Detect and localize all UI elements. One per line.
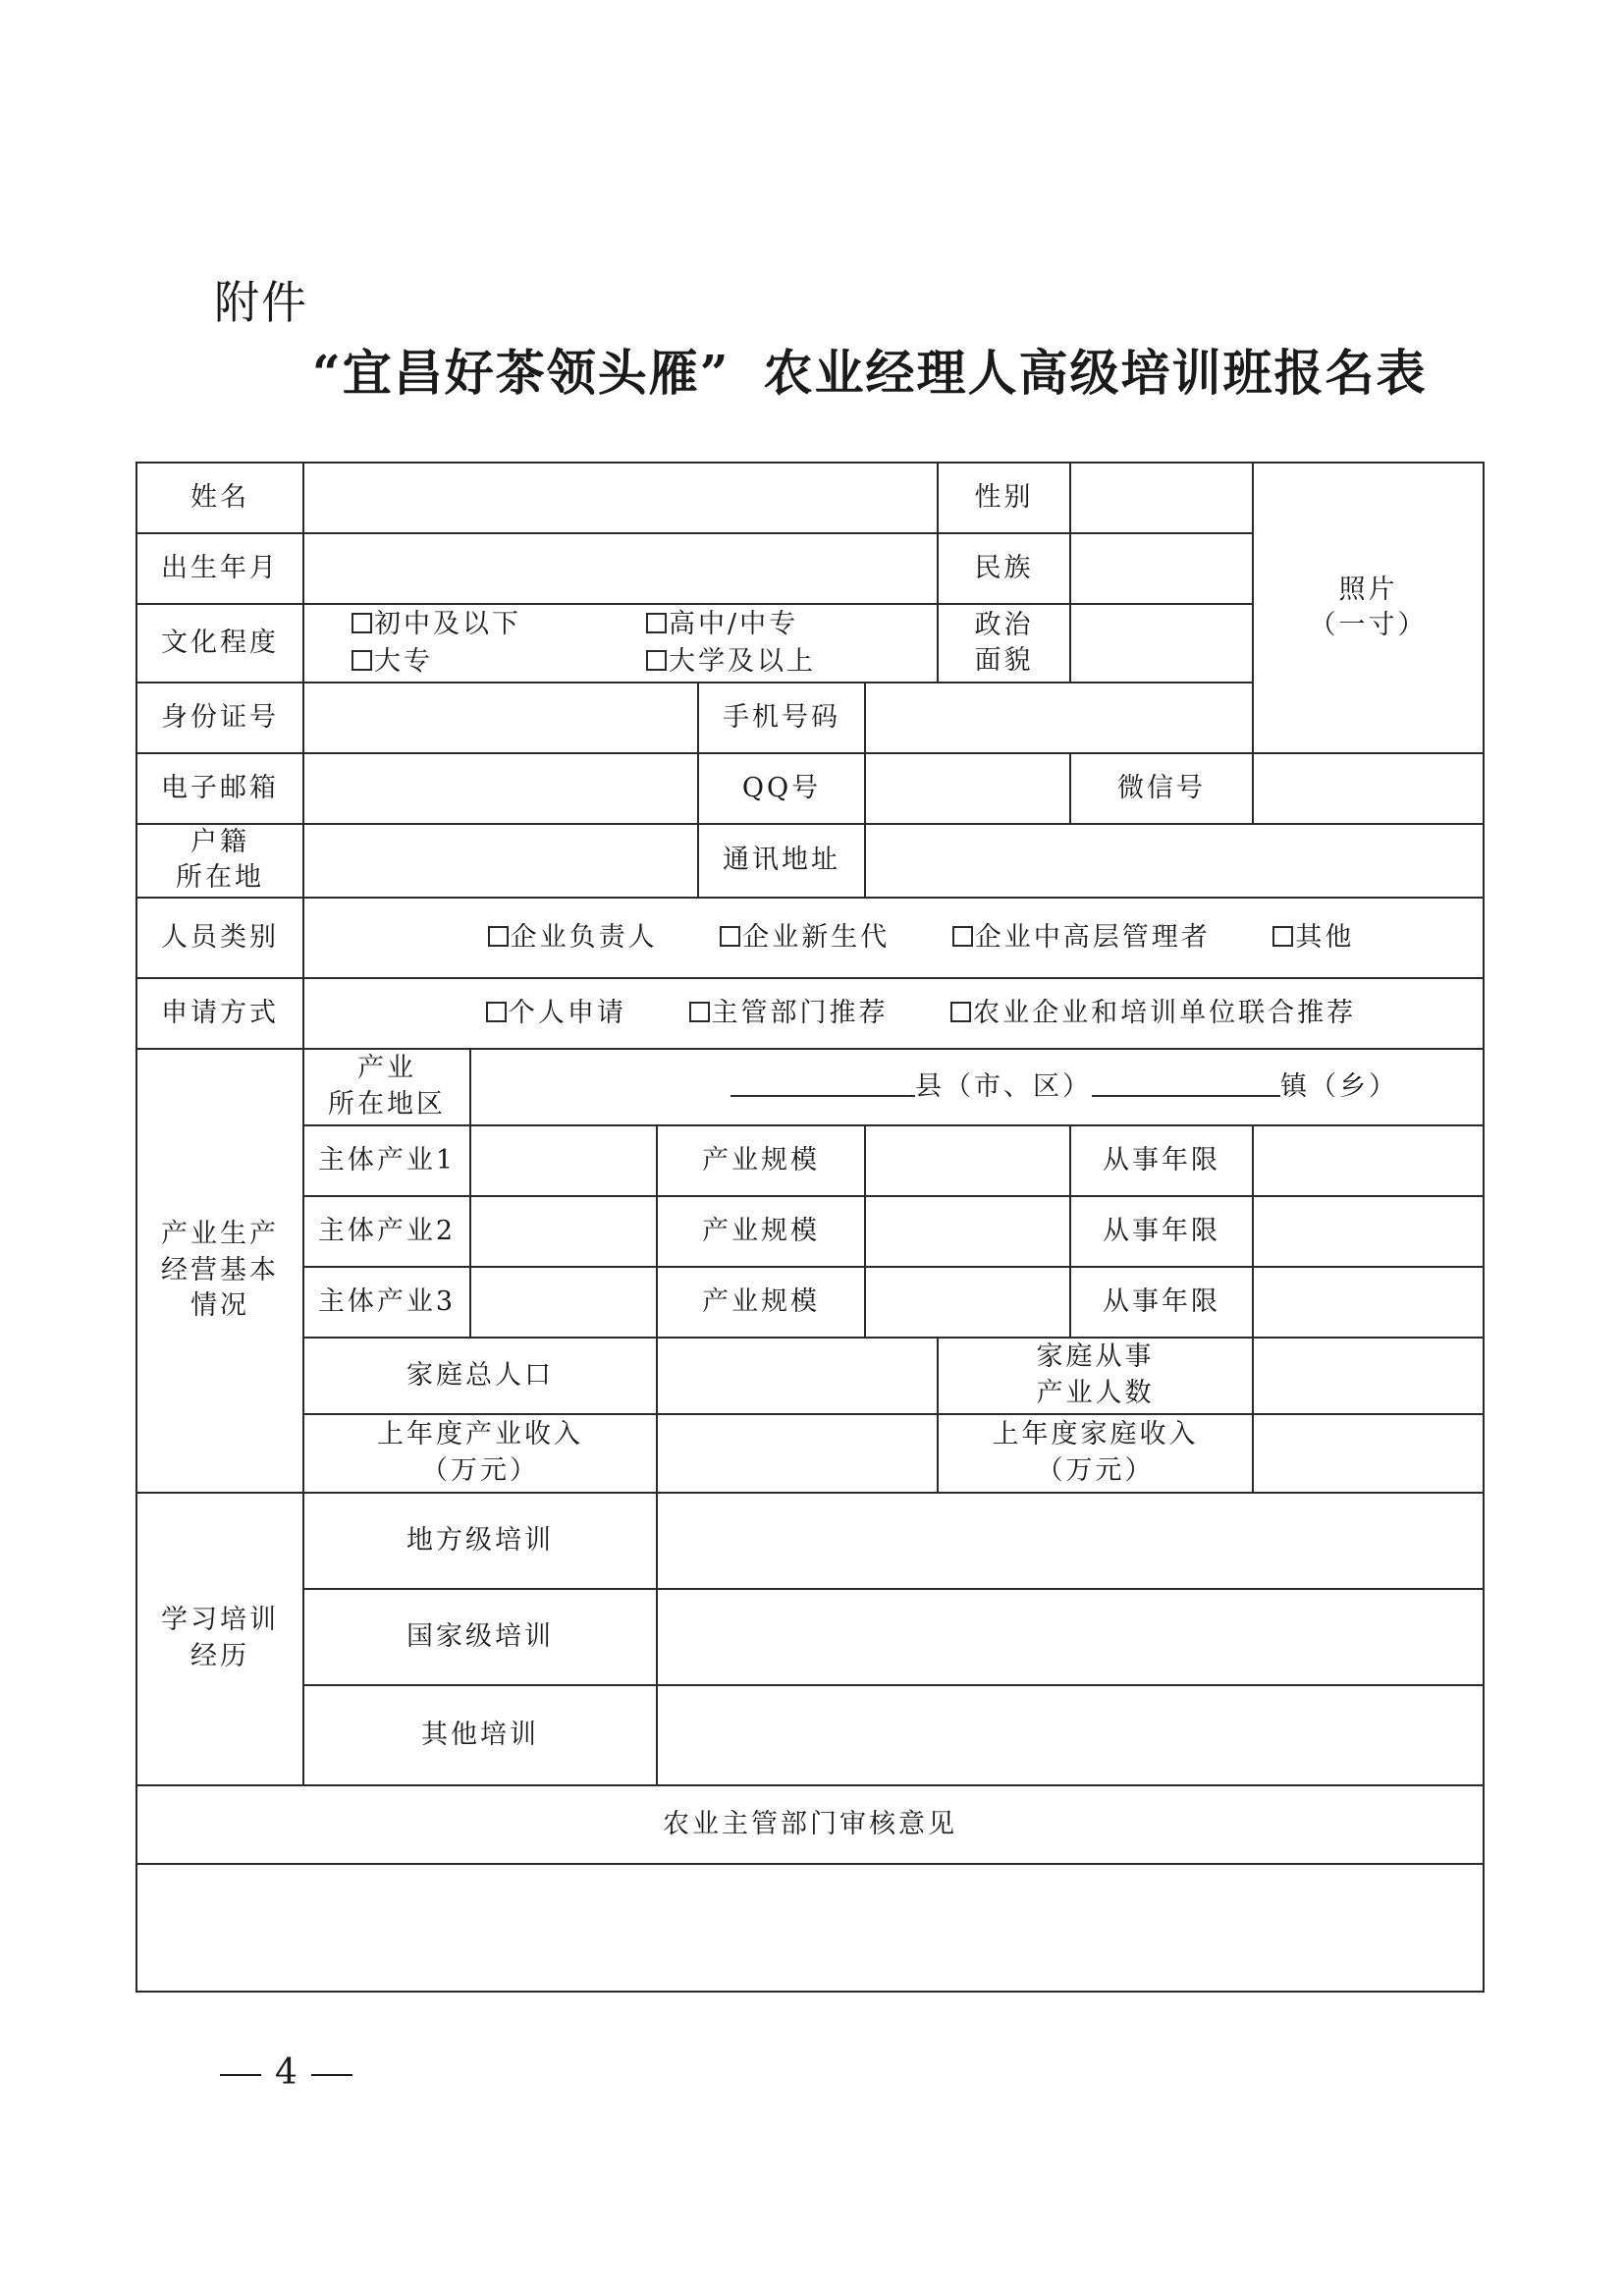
label-name: 姓名 bbox=[136, 463, 303, 533]
county-blank[interactable] bbox=[730, 1069, 915, 1097]
label-qq: QQ号 bbox=[698, 753, 865, 824]
dash-right bbox=[311, 2074, 352, 2076]
photo-label: 照片 bbox=[1338, 574, 1398, 605]
dash-left bbox=[220, 2074, 261, 2076]
town-blank[interactable] bbox=[1092, 1069, 1280, 1097]
label-personnel: 人员类别 bbox=[136, 898, 303, 978]
label-years-2: 从事年限 bbox=[1070, 1196, 1253, 1267]
label-training: 学习培训 经历 bbox=[136, 1493, 303, 1785]
review-field[interactable] bbox=[136, 1864, 1484, 1992]
years-1-field[interactable] bbox=[1253, 1125, 1484, 1196]
edu-option-junior[interactable]: 初中及以下 bbox=[352, 607, 646, 642]
label-years-3: 从事年限 bbox=[1070, 1267, 1253, 1338]
checkbox-icon bbox=[689, 1002, 710, 1022]
personnel-option-leader[interactable]: 企业负责人 bbox=[488, 920, 658, 956]
label-email: 电子邮箱 bbox=[136, 753, 303, 824]
label-scale-2: 产业规模 bbox=[657, 1196, 865, 1267]
label-ethnicity: 民族 bbox=[938, 533, 1070, 604]
ethnicity-field[interactable] bbox=[1070, 533, 1253, 604]
label-review: 农业主管部门审核意见 bbox=[136, 1785, 1484, 1864]
checkbox-icon bbox=[488, 926, 509, 947]
label-training-local: 地方级培训 bbox=[303, 1493, 657, 1589]
personnel-option-manager[interactable]: 企业中高层管理者 bbox=[952, 920, 1211, 956]
label-gender: 性别 bbox=[938, 463, 1070, 533]
name-field[interactable] bbox=[303, 463, 938, 533]
scale-2-field[interactable] bbox=[865, 1196, 1070, 1267]
label-birth: 出生年月 bbox=[136, 533, 303, 604]
label-education: 文化程度 bbox=[136, 604, 303, 683]
checkbox-icon bbox=[952, 926, 973, 947]
industry-region-field[interactable] bbox=[470, 1049, 1484, 1125]
label-family-workers: 家庭从事 产业人数 bbox=[938, 1338, 1253, 1414]
label-income-family: 上年度家庭收入 （万元） bbox=[938, 1414, 1253, 1493]
label-main-industry-1: 主体产业1 bbox=[303, 1125, 470, 1196]
checkbox-icon bbox=[646, 613, 667, 633]
label-main-industry-2: 主体产业2 bbox=[303, 1196, 470, 1267]
label-training-national: 国家级培训 bbox=[303, 1589, 657, 1685]
label-training-other: 其他培训 bbox=[303, 1685, 657, 1785]
apply-option-joint[interactable]: 农业企业和培训单位联合推荐 bbox=[950, 996, 1356, 1031]
checkbox-icon bbox=[352, 613, 372, 633]
gender-field[interactable] bbox=[1070, 463, 1253, 533]
label-industry: 产业生产 经营基本 情况 bbox=[136, 1049, 303, 1493]
photo-size-label: （一寸） bbox=[1309, 610, 1428, 640]
family-total-field[interactable] bbox=[657, 1338, 938, 1414]
scale-1-field[interactable] bbox=[865, 1125, 1070, 1196]
checkbox-icon bbox=[352, 650, 372, 671]
label-income-industry: 上年度产业收入 （万元） bbox=[303, 1414, 657, 1493]
mobile-field[interactable] bbox=[865, 683, 1253, 753]
photo-box[interactable] bbox=[1253, 463, 1484, 753]
label-hukou: 户籍 所在地 bbox=[136, 824, 303, 898]
checkbox-icon bbox=[1272, 926, 1293, 947]
years-3-field[interactable] bbox=[1253, 1267, 1484, 1338]
id-number-field[interactable] bbox=[303, 683, 698, 753]
main-industry-3-field[interactable] bbox=[470, 1267, 657, 1338]
hukou-field[interactable] bbox=[303, 824, 698, 898]
title-main: 农业经理人高级培训班报名表 bbox=[763, 344, 1428, 402]
town-label: 镇（乡） bbox=[1280, 1070, 1398, 1102]
training-national-field[interactable] bbox=[657, 1589, 1484, 1685]
personnel-option-other[interactable]: 其他 bbox=[1272, 920, 1354, 956]
personnel-options bbox=[303, 898, 1484, 978]
training-local-field[interactable] bbox=[657, 1493, 1484, 1589]
scale-3-field[interactable] bbox=[865, 1267, 1070, 1338]
label-political: 政治 面貌 bbox=[938, 604, 1070, 683]
checkbox-icon bbox=[720, 926, 740, 947]
label-scale-1: 产业规模 bbox=[657, 1125, 865, 1196]
education-options bbox=[303, 604, 938, 683]
political-field[interactable] bbox=[1070, 604, 1253, 683]
title-quoted-name: “宜昌好茶领头雁” bbox=[312, 344, 730, 402]
label-mobile: 手机号码 bbox=[698, 683, 865, 753]
main-industry-1-field[interactable] bbox=[470, 1125, 657, 1196]
form-title bbox=[312, 334, 1428, 405]
main-industry-2-field[interactable] bbox=[470, 1196, 657, 1267]
edu-option-senior[interactable]: 高中/中专 bbox=[646, 607, 901, 642]
edu-option-university[interactable]: 大学及以上 bbox=[646, 644, 901, 680]
label-id-number: 身份证号 bbox=[136, 683, 303, 753]
checkbox-icon bbox=[486, 1002, 507, 1022]
qq-field[interactable] bbox=[865, 753, 1070, 824]
apply-option-personal[interactable]: 个人申请 bbox=[486, 996, 626, 1031]
income-family-field[interactable] bbox=[1253, 1414, 1484, 1493]
attachment-label: 附件 bbox=[214, 276, 308, 329]
label-scale-3: 产业规模 bbox=[657, 1267, 865, 1338]
address-field[interactable] bbox=[865, 824, 1484, 898]
wechat-field[interactable] bbox=[1253, 753, 1484, 824]
label-apply: 申请方式 bbox=[136, 978, 303, 1049]
registration-form-table bbox=[135, 462, 1485, 1993]
apply-option-department[interactable]: 主管部门推荐 bbox=[689, 996, 889, 1031]
label-address: 通讯地址 bbox=[698, 824, 865, 898]
label-family-total: 家庭总人口 bbox=[303, 1338, 657, 1414]
checkbox-icon bbox=[950, 1002, 971, 1022]
checkbox-icon bbox=[646, 650, 667, 671]
label-industry-region: 产业 所在地区 bbox=[303, 1049, 470, 1125]
personnel-option-new-gen[interactable]: 企业新生代 bbox=[720, 920, 890, 956]
family-workers-field[interactable] bbox=[1253, 1338, 1484, 1414]
page-number: 4 bbox=[275, 2052, 298, 2093]
page-footer bbox=[206, 2052, 366, 2093]
label-main-industry-3: 主体产业3 bbox=[303, 1267, 470, 1338]
years-2-field[interactable] bbox=[1253, 1196, 1484, 1267]
apply-options bbox=[303, 978, 1484, 1049]
training-other-field[interactable] bbox=[657, 1685, 1484, 1785]
edu-option-college[interactable]: 大专 bbox=[352, 644, 646, 680]
income-industry-field[interactable] bbox=[657, 1414, 938, 1493]
email-field[interactable] bbox=[303, 753, 698, 824]
label-years-1: 从事年限 bbox=[1070, 1125, 1253, 1196]
birth-field[interactable] bbox=[303, 533, 938, 604]
label-wechat: 微信号 bbox=[1070, 753, 1253, 824]
county-label: 县（市、区） bbox=[915, 1070, 1092, 1102]
